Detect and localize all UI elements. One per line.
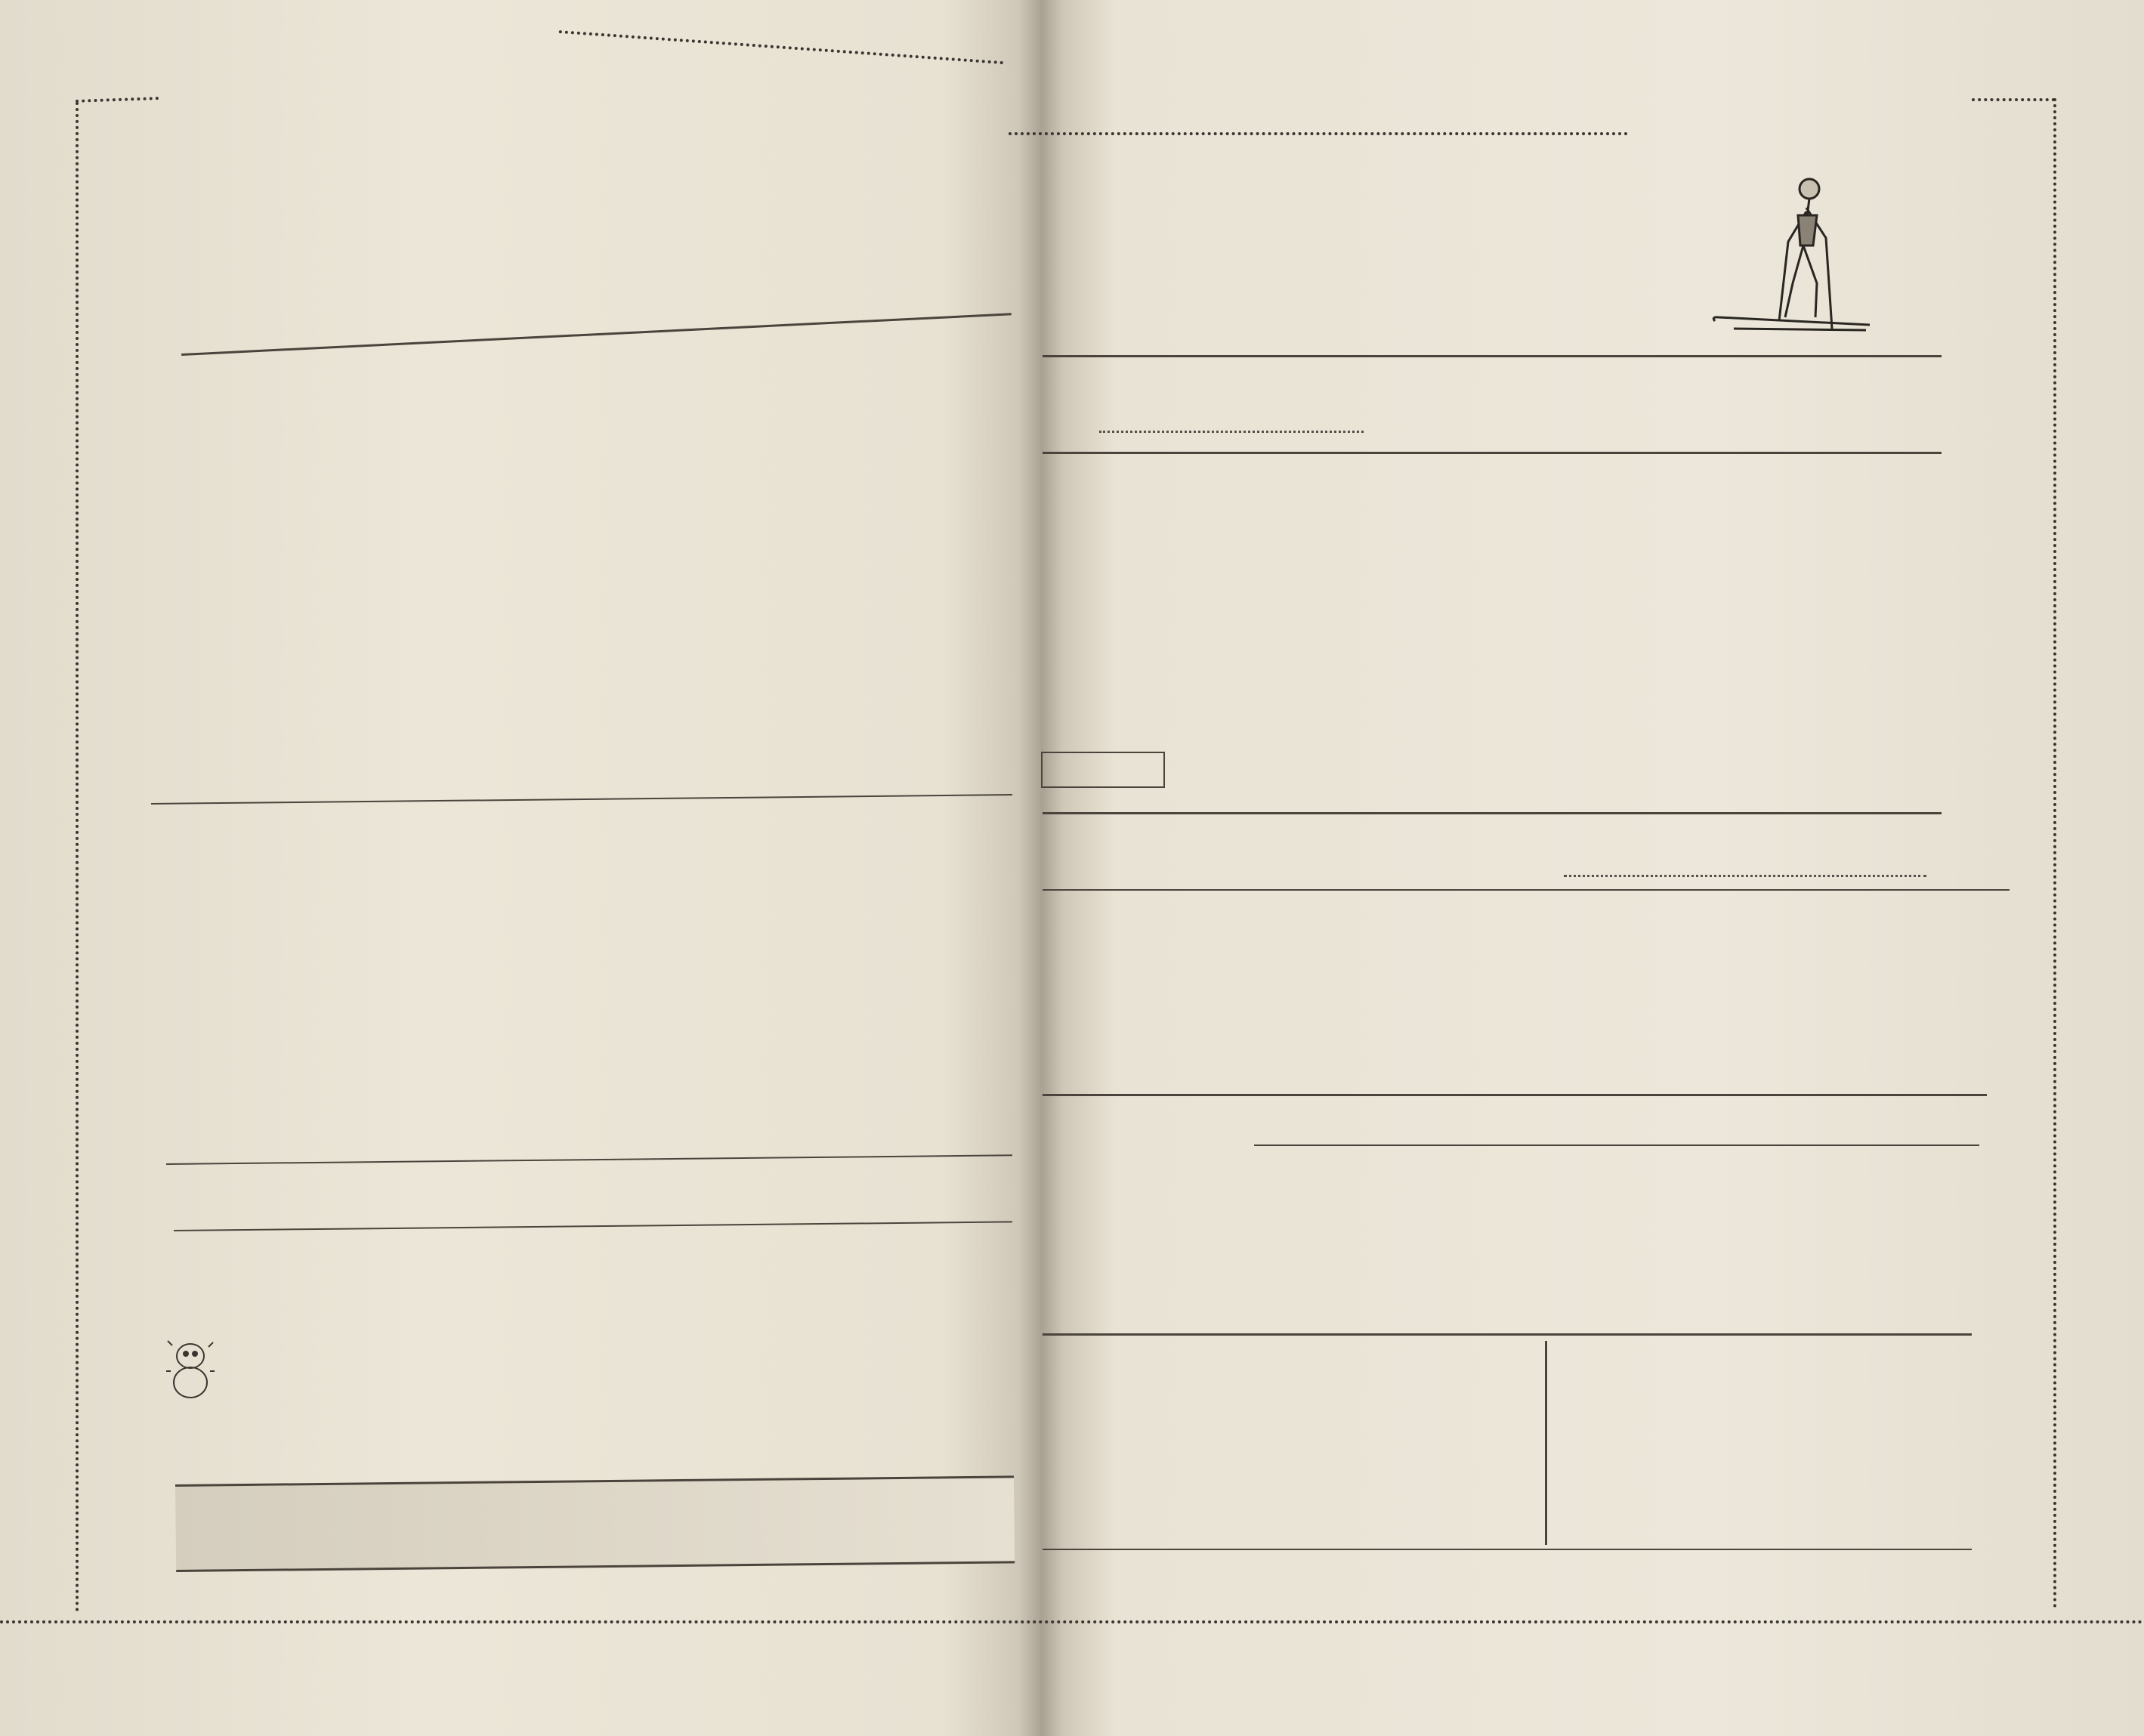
patrol-box [175, 1475, 1015, 1572]
manga-box [1041, 752, 1165, 788]
left-divider-1 [151, 794, 1012, 805]
art-page-leader [1099, 431, 1364, 433]
mascot-icon [160, 1333, 221, 1401]
left-divider-2 [166, 1154, 1012, 1165]
feature-rule [181, 313, 1012, 356]
art-page-entry [1039, 389, 1052, 412]
right-divider-6 [1043, 1549, 1972, 1550]
left-border [76, 102, 79, 1613]
right-divider-3 [1043, 812, 1942, 814]
left-top-border-right [559, 30, 1004, 64]
qbox-leader [1564, 875, 1926, 877]
book-corner-rule [1254, 1144, 1979, 1146]
qbox-header [1045, 857, 1052, 881]
right-divider-4 [1043, 1094, 1987, 1096]
right-divider-2 [1043, 452, 1942, 454]
right-top-border [1009, 132, 1628, 135]
bottom-column-divider [1545, 1341, 1547, 1545]
bottom-border [0, 1620, 2144, 1623]
right-divider-top [1043, 355, 1942, 357]
qbox-divider [1043, 889, 2010, 891]
right-border [2053, 98, 2056, 1609]
right-top-border-end [1972, 98, 2055, 101]
right-divider-5 [1043, 1333, 1972, 1336]
skier-illustration [1704, 170, 1885, 344]
left-divider-3 [174, 1221, 1012, 1231]
left-top-border [76, 97, 159, 103]
